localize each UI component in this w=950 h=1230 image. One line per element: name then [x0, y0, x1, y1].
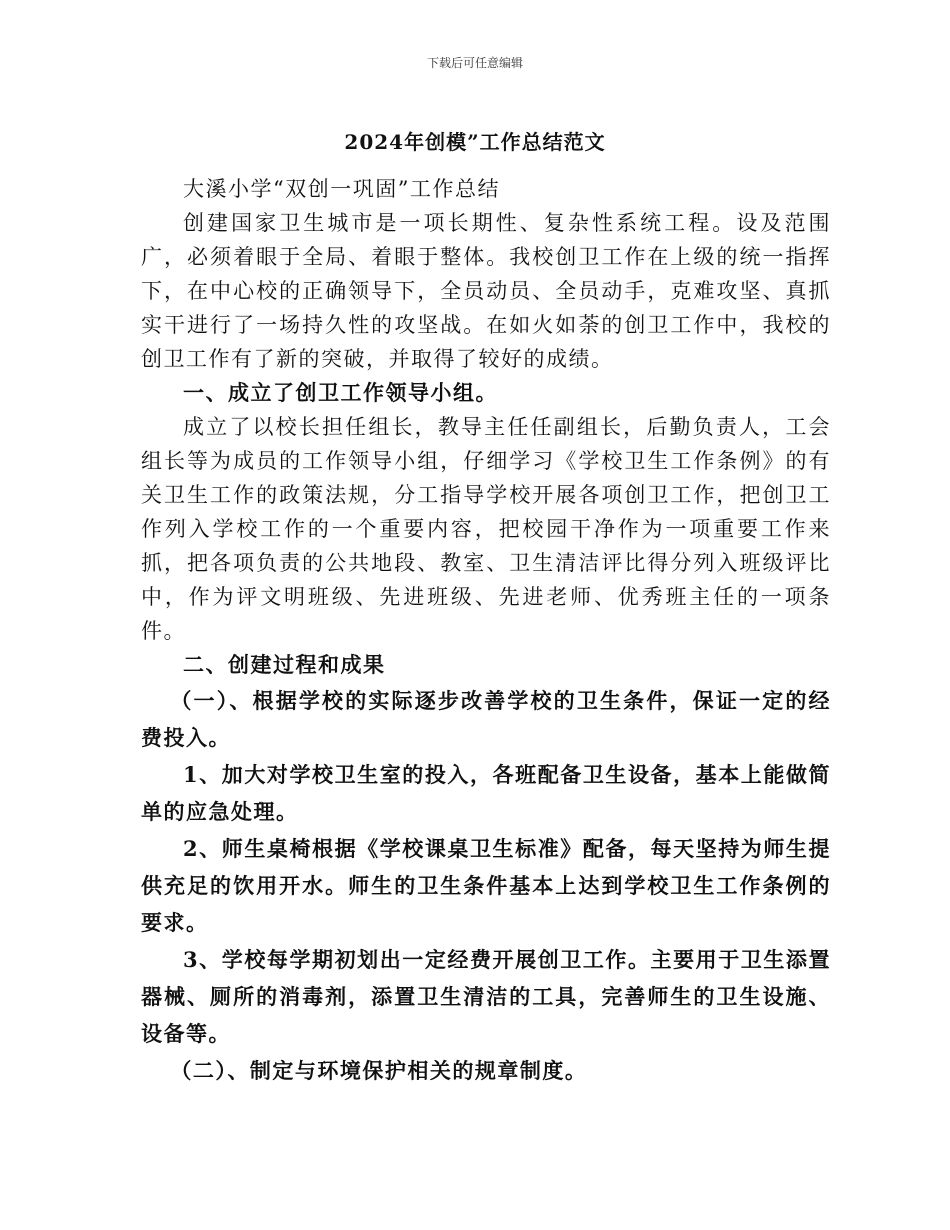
document-title: 2024年创模”工作总结范文 [344, 130, 606, 154]
list-item-1: 1、加大对学校卫生室的投入，各班配备卫生设备，基本上能做简单的应急处理。 [141, 762, 831, 824]
subtitle-paragraph: 大溪小学“双创一巩固”工作总结 [183, 177, 500, 201]
list-item-2: 2、师生桌椅根据《学校课桌卫生标准》配备，每天坚持为师生提供充足的饮用开水。师生的卫生条件基本上达到学校卫生工作条例的要求。 [141, 836, 831, 935]
section-1-paragraph: 成立了以校长担任组长，教导主任任副组长，后勤负责人，工会组长等为成员的工作领导小组，仔细学习《学校卫生工作条例》的有关卫生工作的政策法规，分工指导学校开展各项创卫工作，把创卫工作列入学校工作的一个重要内容，把校园干净作为一项重要工作来抓，把各项负责的公共地段、教室、卫生清洁评比得分列入班级评比中，作为评文明班级、先进班级、先进老师、优秀班主任的一项条件。 [141, 415, 831, 643]
section-heading-1: 一、成立了创卫工作领导小组。 [183, 380, 498, 405]
intro-paragraph: 创建国家卫生城市是一项长期性、复杂性系统工程。设及范围广，必须着眼于全局、着眼于整体。我校创卫工作在上级的统一指挥下，在中心校的正确领导下，全员动员、全员动手，克难攻坚、真抓实干进行了一场持久性的攻坚战。在如火如荼的创卫工作中，我校的创卫工作有了新的突破，并取得了较好的成绩。 [141, 211, 831, 371]
header-note: 下载后可任意编辑 [426, 56, 523, 70]
section-heading-2: 二、创建过程和成果 [183, 652, 386, 677]
subsection-heading-2: （二）、制定与环境保护相关的规章制度。 [170, 1058, 588, 1083]
document-body [141, 170, 831, 1089]
subsection-heading-1: （一）、根据学校的实际逐步改善学校的卫生条件，保证一定的经费投入。 [141, 688, 831, 750]
list-item-3: 3、学校每学期初划出一定经费开展创卫工作。主要用于卫生添置器械、厕所的消毒剂，添置卫生清洁的工具，完善师生的卫生设施、设备等。 [141, 947, 831, 1046]
